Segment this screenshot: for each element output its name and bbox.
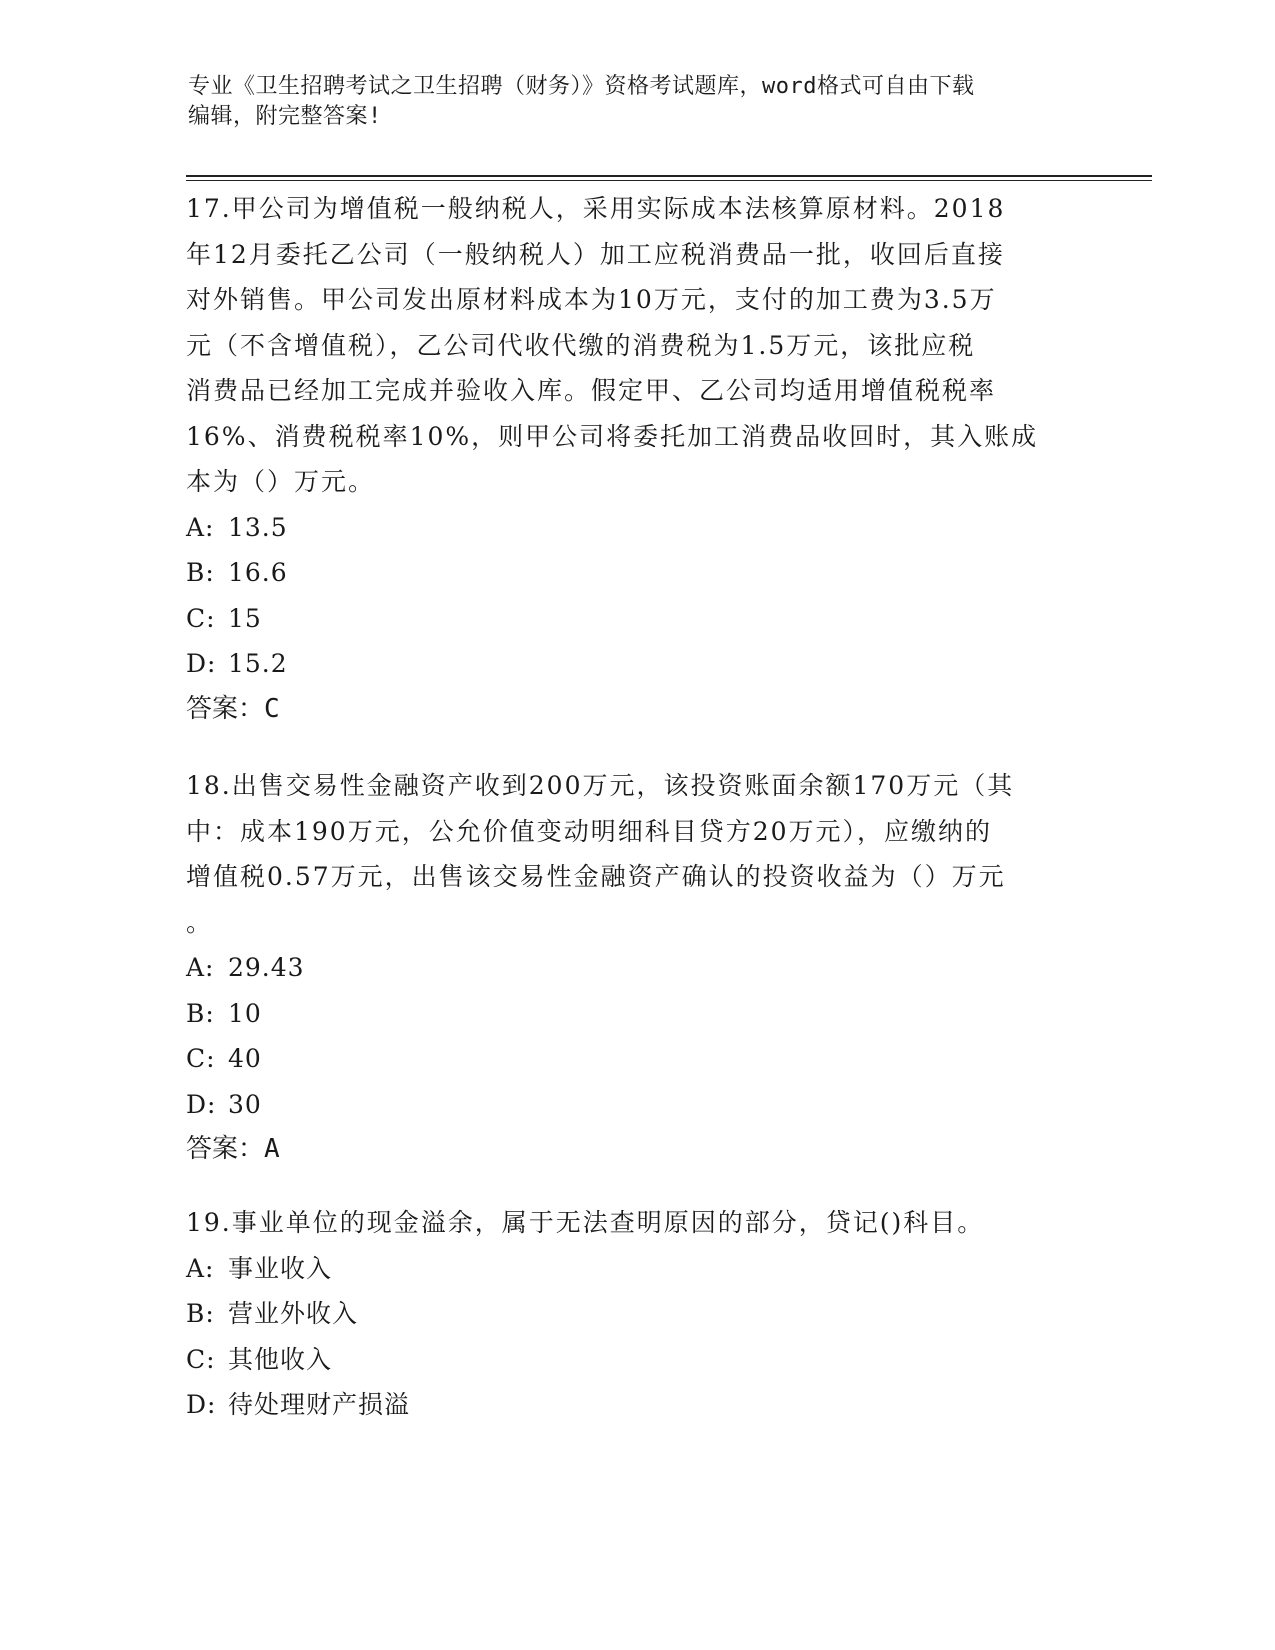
question-19 xyxy=(186,1200,1076,1428)
option-text: 16.6 xyxy=(228,558,288,587)
answer-line xyxy=(186,687,1076,733)
question-text-line: 消费品已经加工完成并验收入库。假定甲、乙公司均适用增值税税率 xyxy=(186,376,997,405)
question-text-line: 元（不含增值税），乙公司代收代缴的消费税为1.5万元，该批应税 xyxy=(186,330,976,360)
option-c xyxy=(186,1337,1076,1383)
answer-value: C xyxy=(264,693,280,724)
option-text: 营业外收入 xyxy=(228,1299,359,1328)
option-label: C: xyxy=(186,603,216,633)
question-text-line: 。 xyxy=(186,907,214,937)
option-text: 其他收入 xyxy=(228,1344,333,1374)
question-text-line: 增值税0.57万元，出售该交易性金融资产确认的投资收益为（）万元 xyxy=(186,862,1006,891)
option-label: A: xyxy=(186,953,215,982)
question-text-line: 19.事业单位的现金溢余，属于无法查明原因的部分，贷记()科目。 xyxy=(186,1208,985,1237)
document-header xyxy=(188,72,1068,132)
option-label: D: xyxy=(186,1089,217,1119)
question-text-line: 17.甲公司为增值税一般纳税人，采用实际成本法核算原材料。2018 xyxy=(186,194,1006,223)
option-text: 30 xyxy=(228,1089,262,1119)
question-text-line: 本为（）万元。 xyxy=(186,467,376,496)
header-line-1: 专业《卫生招聘考试之卫生招聘（财务）》资格考试题库，word格式可自由下载 xyxy=(188,74,975,99)
option-d xyxy=(186,641,1076,687)
question-text-line: 18.出售交易性金融资产收到200万元，该投资账面余额170万元（其 xyxy=(186,771,1015,800)
option-d xyxy=(186,1082,1076,1128)
question-18 xyxy=(186,763,1076,1173)
option-a xyxy=(186,505,1076,551)
option-label: D: xyxy=(186,1390,217,1419)
header-divider-thick xyxy=(186,175,1152,177)
option-label: B: xyxy=(186,1299,215,1328)
question-17 xyxy=(186,186,1076,732)
option-text: 13.5 xyxy=(228,512,288,542)
option-a xyxy=(186,945,1076,991)
option-label: D: xyxy=(186,649,217,678)
header-divider-thin xyxy=(186,180,1152,181)
option-label: C: xyxy=(186,1344,216,1374)
question-text-line: 对外销售。甲公司发出原材料成本为10万元，支付的加工费为3.5万 xyxy=(186,285,997,314)
answer-label: 答案： xyxy=(186,693,265,724)
option-text: 40 xyxy=(228,1044,262,1073)
question-text-line: 中：成本190万元，公允价值变动明细科目贷方20万元），应缴纳的 xyxy=(186,816,993,846)
option-c xyxy=(186,596,1076,642)
option-a xyxy=(186,1246,1076,1292)
answer-value: A xyxy=(264,1134,280,1164)
option-b xyxy=(186,991,1076,1037)
option-label: B: xyxy=(186,998,215,1028)
option-c xyxy=(186,1036,1076,1082)
option-b xyxy=(186,1291,1076,1337)
question-text-line: 年12月委托乙公司（一般纳税人）加工应税消费品一批，收回后直接 xyxy=(186,239,1005,269)
option-text: 事业收入 xyxy=(228,1253,333,1283)
answer-line xyxy=(186,1127,1076,1173)
option-text: 15 xyxy=(228,603,262,633)
header-line-2: 编辑，附完整答案! xyxy=(188,104,382,129)
option-text: 29.43 xyxy=(228,953,305,982)
option-label: A: xyxy=(186,1253,215,1283)
option-label: B: xyxy=(186,558,215,587)
option-d xyxy=(186,1382,1076,1428)
answer-label: 答案： xyxy=(186,1134,265,1164)
option-text: 15.2 xyxy=(228,649,288,678)
option-text: 待处理财产损溢 xyxy=(228,1390,411,1419)
option-label: A: xyxy=(186,512,215,542)
question-text-line: 16%、消费税税率10%，则甲公司将委托加工消费品收回时，其入账成 xyxy=(186,421,1039,451)
option-b xyxy=(186,550,1076,596)
option-text: 10 xyxy=(228,998,262,1028)
option-label: C: xyxy=(186,1044,216,1073)
